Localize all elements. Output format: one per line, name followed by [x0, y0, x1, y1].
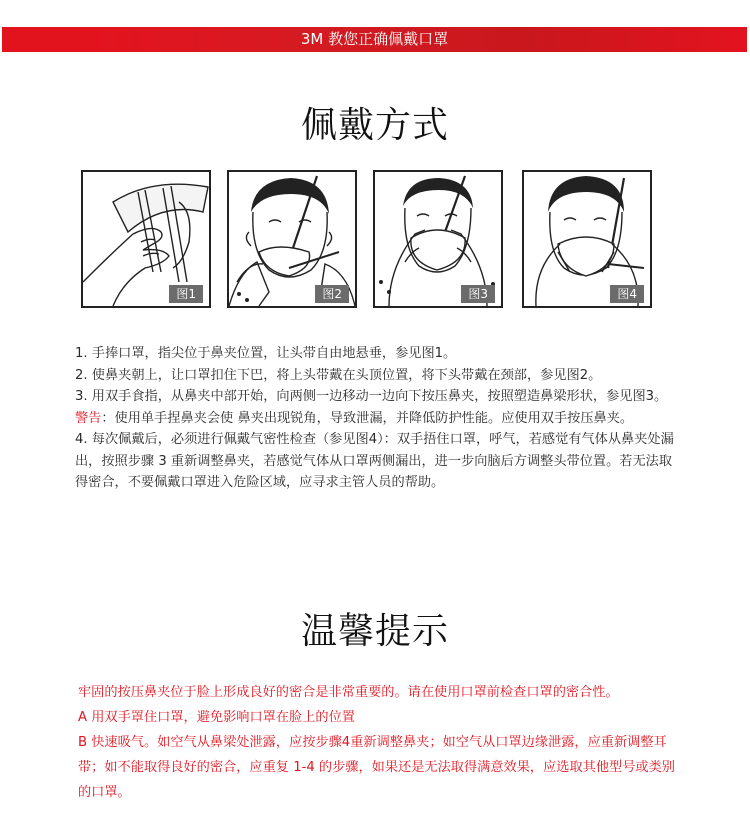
figure-1	[81, 170, 211, 308]
figure-1-label: 图1	[169, 285, 203, 303]
tip-b: B 快速吸气。如空气从鼻梁处泄露，应按步骤4重新调整鼻夹；如空气从口罩边缘泄露，应重新调整耳带；如不能取得良好的密合，应重复 1-4 的步骤，如果还是无法取得满意效果，应选取其他型号或类别的口罩。	[78, 735, 675, 800]
banner-title: 3M 教您正确佩戴口罩	[300, 30, 449, 48]
figure-4-label: 图4	[610, 285, 644, 303]
figure-3-label: 图3	[461, 285, 495, 303]
figure-2-label: 图2	[315, 285, 349, 303]
section-heading-tips: 温馨提示	[300, 611, 449, 652]
step-4: 4. 每次佩戴后，必须进行佩戴气密性检查（参见图4）：双手捂住口罩，呼气，若感觉有气体从鼻夹处漏出，按照步骤 3 重新调整鼻夹，若感觉气体从口罩两侧漏出，进一步向脑后方调整头带位置。若无法取得密合，不要佩戴口罩进入危险区域，应寻求主管人员的帮助。	[75, 432, 674, 490]
figure-4	[522, 170, 652, 308]
title-banner	[2, 27, 747, 52]
wearing-steps	[75, 343, 685, 494]
tips-list	[78, 680, 688, 805]
tip-intro: 牢固的按压鼻夹位于脸上形成良好的密合是非常重要的。请在使用口罩前检查口罩的密合性。	[78, 685, 619, 700]
step-3: 3. 用双手食指，从鼻夹中部开始，向两侧一边移动一边向下按压鼻夹，按照塑造鼻梁形状，参见图3。	[75, 389, 668, 404]
warning-text: ：使用单手捏鼻夹会使 鼻夹出现锐角，导致泄漏，并降低防护性能。应使用双手按压鼻夹。	[101, 410, 634, 426]
warning	[75, 408, 685, 430]
figure-2	[227, 170, 357, 308]
figure-row	[81, 170, 681, 310]
figure-3	[373, 170, 503, 308]
section-heading-wearing: 佩戴方式	[300, 105, 449, 146]
step-2: 2. 使鼻夹朝上，让口罩扣住下巴，将上头带戴在头顶位置，将下头带戴在颈部，参见图2。	[75, 367, 602, 383]
step-1: 1. 手捧口罩，指尖位于鼻夹位置，让头带自由地悬垂，参见图1。	[75, 346, 457, 361]
warning-label: 警告	[75, 410, 102, 426]
tip-a: A 用双手罩住口罩，避免影响口罩在脸上的位置	[78, 710, 355, 725]
